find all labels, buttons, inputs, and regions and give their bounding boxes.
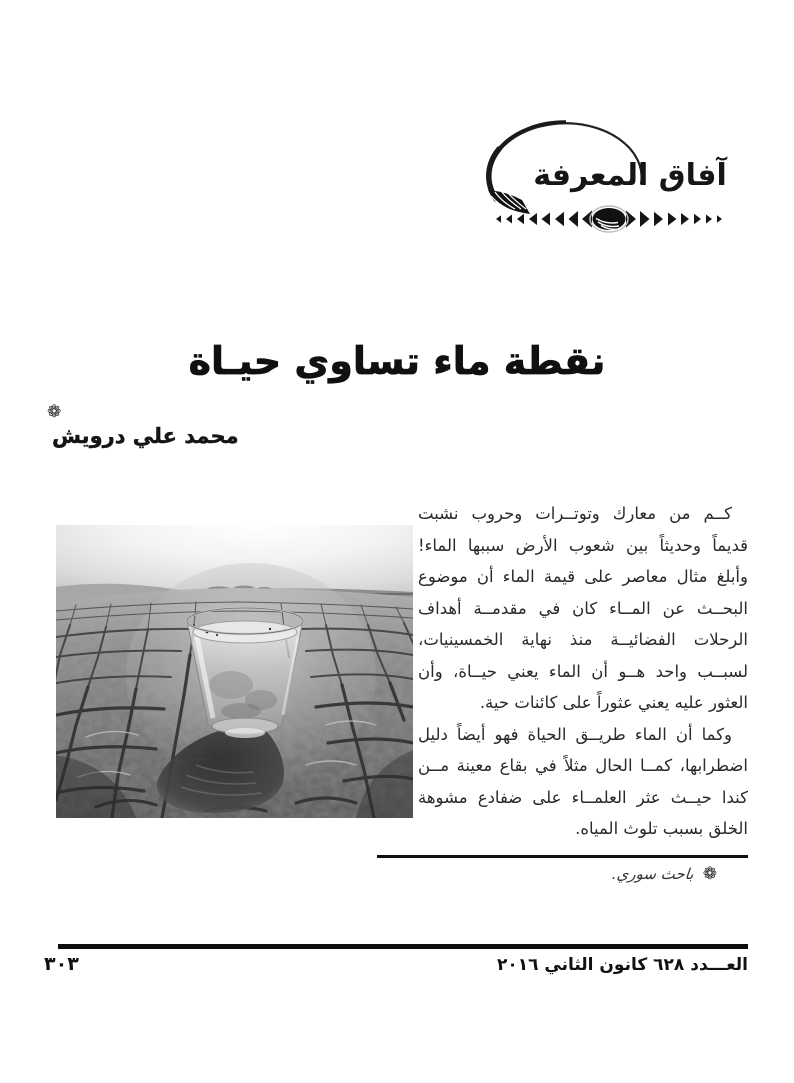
masthead-title: آفاق المعرفة <box>533 158 727 193</box>
article-body <box>418 498 748 845</box>
footnote-rosette-icon: ❁ <box>702 864 717 884</box>
footnote-separator <box>377 855 748 858</box>
masthead-eye-icon <box>590 206 628 232</box>
footnote-text: باحث سوري. <box>611 865 695 883</box>
issue-line: العـــدد ٦٢٨ كانون الثاني ٢٠١٦ <box>496 955 748 975</box>
glass-on-cracked-earth-photo <box>56 525 413 818</box>
author-footnote-rosette-icon: ❁ <box>47 402 62 422</box>
paragraph-1: كــم من معارك وتوتــرات وحروب نشبت قديماً وحديثاً بين شعوب الأرض سببها الماء! وأبلغ مثال معاصر على قيمة الماء أن موضوع البحــث عن المــاء كان في مقدمــة أهداف الرحلات الفضائيــة منذ نهاية الخمسينيات، لسبــب واحد هــو أن الماء يعني حيــاة، وأن العثور عليه يعني عثوراً على كائنات حية. <box>418 504 748 712</box>
magazine-masthead <box>470 110 756 238</box>
footnote <box>612 864 717 884</box>
footer-rule <box>58 944 748 949</box>
author-name: محمد علي درويش <box>52 424 239 448</box>
paragraph-2: وكما أن الماء طريــق الحياة فهو أيضاً دليل اضطرابها، كمــا الحال مثلاً في بقاع معينة مــن كندا حيــث عثر العلمــاء على ضفادع مشوهة الخلق بسبب تلوث المياه. <box>418 724 748 838</box>
article-photo <box>56 525 413 818</box>
article-title: نقطة ماء تساوي حيـاة <box>188 339 606 384</box>
page-number: ٣٠٣ <box>44 953 79 975</box>
